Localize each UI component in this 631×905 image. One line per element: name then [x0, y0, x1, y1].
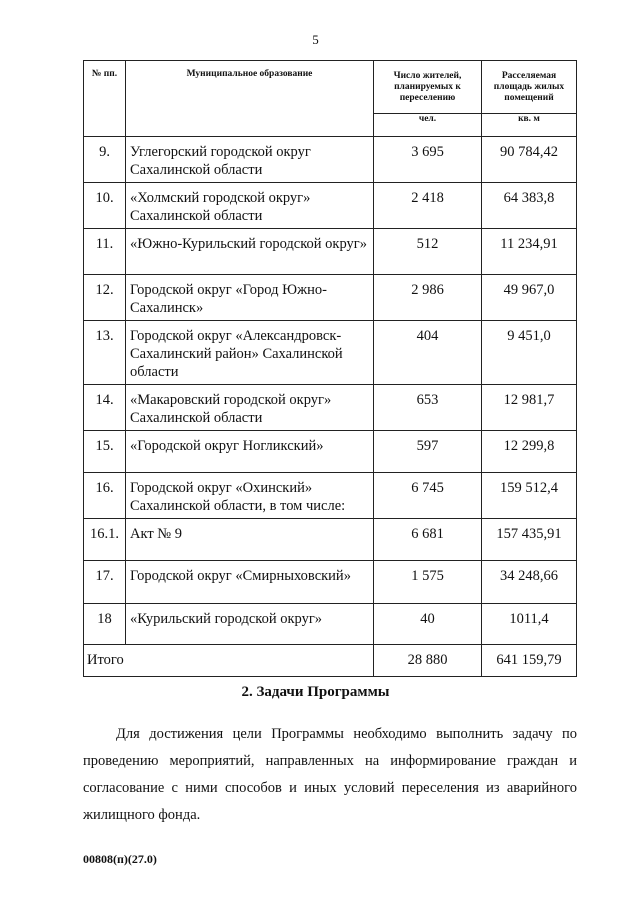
- row-municipality: «Городской округ Ногликский»: [126, 431, 374, 473]
- resettlement-table: [83, 60, 577, 677]
- row-residents: 3 695: [374, 137, 482, 183]
- row-area: 12 299,8: [482, 431, 577, 473]
- row-area: 12 981,7: [482, 385, 577, 431]
- row-municipality: Углегорский городской округ Сахалинской области: [126, 137, 374, 183]
- row-municipality: «Южно-Курильский городской округ»: [126, 229, 374, 275]
- row-area: 157 435,91: [482, 519, 577, 561]
- total-area: 641 159,79: [482, 645, 577, 677]
- table-row: [84, 473, 577, 519]
- page-number: 5: [312, 32, 319, 47]
- row-number: 18: [84, 604, 126, 645]
- row-municipality: «Курильский городской округ»: [126, 604, 374, 645]
- row-municipality: Городской округ «Охинский» Сахалинской области, в том числе:: [126, 473, 374, 519]
- header-municipality: Муниципальное образование: [126, 61, 374, 137]
- row-number: 12.: [84, 275, 126, 321]
- table-row: [84, 229, 577, 275]
- table-row: [84, 183, 577, 229]
- total-label: Итого: [84, 645, 374, 677]
- row-residents: 653: [374, 385, 482, 431]
- row-number: 16.1.: [84, 519, 126, 561]
- row-residents: 6 681: [374, 519, 482, 561]
- unit-area: кв. м: [482, 114, 577, 137]
- row-municipality: Акт № 9: [126, 519, 374, 561]
- document-code: 00808(п)(27.0): [83, 852, 157, 866]
- row-number: 15.: [84, 431, 126, 473]
- row-residents: 2 418: [374, 183, 482, 229]
- row-area: 49 967,0: [482, 275, 577, 321]
- row-area: 1011,4: [482, 604, 577, 645]
- table-row: [84, 561, 577, 604]
- table-row: [84, 519, 577, 561]
- row-residents: 2 986: [374, 275, 482, 321]
- row-municipality: Городской округ «Александровск-Сахалинский район» Сахалинской области: [126, 321, 374, 385]
- header-area: Расселяемая площадь жилых помещений: [482, 61, 577, 114]
- row-area: 64 383,8: [482, 183, 577, 229]
- table-row: [84, 137, 577, 183]
- table-row: [84, 385, 577, 431]
- row-area: 90 784,42: [482, 137, 577, 183]
- row-number: 13.: [84, 321, 126, 385]
- body-paragraph: Для достижения цели Программы необходимо выполнить задачу по проведению мероприятий, направленных на информирование граждан и согласование с ними способов и иных условий переселения из аварийного жилищного фонда.: [83, 726, 577, 823]
- row-area: 34 248,66: [482, 561, 577, 604]
- row-municipality: Городской округ «Смирныховский»: [126, 561, 374, 604]
- row-area: 159 512,4: [482, 473, 577, 519]
- row-residents: 512: [374, 229, 482, 275]
- header-number: № пп.: [84, 61, 126, 137]
- row-municipality: Городской округ «Город Южно-Сахалинск»: [126, 275, 374, 321]
- row-number: 10.: [84, 183, 126, 229]
- row-residents: 6 745: [374, 473, 482, 519]
- total-residents: 28 880: [374, 645, 482, 677]
- table-row: [84, 275, 577, 321]
- header-row: [84, 61, 577, 114]
- row-number: 16.: [84, 473, 126, 519]
- table-row: [84, 604, 577, 645]
- row-area: 11 234,91: [482, 229, 577, 275]
- section-title: 2. Задачи Программы: [241, 684, 390, 700]
- row-area: 9 451,0: [482, 321, 577, 385]
- row-municipality: «Холмский городской округ» Сахалинской области: [126, 183, 374, 229]
- row-number: 17.: [84, 561, 126, 604]
- total-row: [84, 645, 577, 677]
- row-number: 14.: [84, 385, 126, 431]
- unit-residents: чел.: [374, 114, 482, 137]
- row-residents: 40: [374, 604, 482, 645]
- row-residents: 404: [374, 321, 482, 385]
- row-residents: 1 575: [374, 561, 482, 604]
- row-number: 9.: [84, 137, 126, 183]
- table-row: [84, 321, 577, 385]
- row-residents: 597: [374, 431, 482, 473]
- row-municipality: «Макаровский городской округ» Сахалинской области: [126, 385, 374, 431]
- header-residents: Число жителей, планируемых к переселению: [374, 61, 482, 114]
- row-number: 11.: [84, 229, 126, 275]
- table-row: [84, 431, 577, 473]
